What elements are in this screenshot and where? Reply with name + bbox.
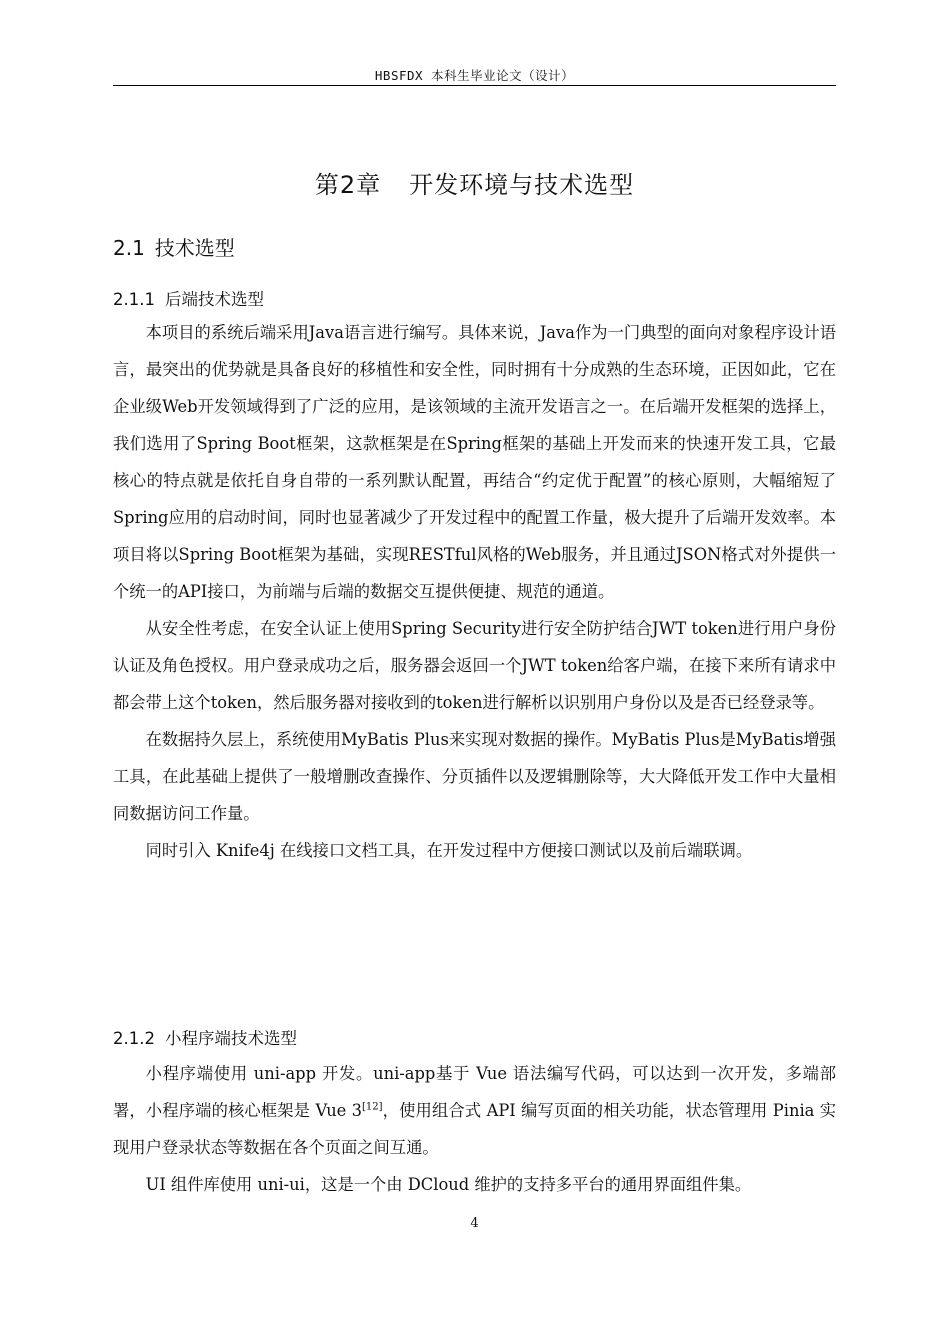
subsection-number: 2.1.1 [113,290,155,309]
paragraph-text: 小程序端使用 uni-app 开发。uni-app基于 Vue 语法编写代码，可以达到一次开发，多端部署，小程序端的核心框架是 Vue 3 [113,1064,836,1120]
paragraph: 在数据持久层上，系统使用MyBatis Plus来实现对数据的操作。MyBatis Plus是MyBatis增强工具，在此基础上提供了一般增删改查操作、分页插件以及逻辑删除等，大大降低开发工作中大量相同数据访问工作量。 [113,730,836,823]
paragraph-text: ，使用组合式 API 编写页面的相关功能，状态管理用 Pinia 实现用户登录状态等数据在各个页面之间互通。 [113,1101,836,1157]
subsection-heading-2-1-1 [113,286,264,310]
paragraph: 从安全性考虑，在安全认证上使用Spring Security进行安全防护结合JWT token进行用户身份认证及角色授权。用户登录成功之后，服务器会返回一个JWT token给客户端，在接下来所有请求中都会带上这个token，然后服务器对接收到的token进行解析以识别用户身份以及是否已经登录等。 [113,619,836,712]
subsection-number: 2.1.2 [113,1029,155,1048]
body-2-1-2 [113,1055,836,1203]
paragraph: 本项目的系统后端采用Java语言进行编写。具体来说，Java作为一门典型的面向对象程序设计语言，最突出的优势就是具备良好的移植性和安全性，同时拥有十分成熟的生态环境，正因如此，它在企业级Web开发领域得到了广泛的应用，是该领域的主流开发语言之一。在后端开发框架的选择上，我们选用了Spring Boot框架，这款框架是在Spring框架的基础上开发而来的快速开发工具，它最核心的特点就是依托自身自带的一系列默认配置，再结合“约定优于配置”的核心原则，大幅缩短了Spring应用的启动时间，同时也显著减少了开发过程中的配置工作量，极大提升了后端开发效率。本项目将以Spring Boot框架为基础，实现RESTful风格的Web服务，并且通过JSON格式对外提供一个统一的API接口，为前端与后端的数据交互提供便捷、规范的通道。 [113,323,837,601]
body-2-1-1 [113,314,836,869]
subsection-heading-2-1-2 [113,1025,297,1049]
paragraph: UI 组件库使用 uni-ui，这是一个由 DCloud 维护的支持多平台的通用界面组件集。 [145,1175,752,1194]
section-heading-2-1 [113,232,235,261]
chapter-number: 第2章 [314,171,382,199]
paragraph: 同时引入 Knife4j 在线接口文档工具，在开发过程中方便接口测试以及前后端联调。 [145,841,753,860]
page-number: 4 [470,1216,479,1231]
chapter-title [113,165,836,200]
paragraph [113,1055,836,1166]
subsection-title: 后端技术选型 [164,290,264,309]
section-number: 2.1 [113,236,145,260]
section-title: 技术选型 [154,236,235,260]
subsection-title: 小程序端技术选型 [164,1029,297,1048]
header-rule [113,85,836,86]
chapter-name: 开发环境与技术选型 [409,171,635,199]
running-header: HBSFDX 本科生毕业论文（设计） [374,68,575,83]
citation-ref: [12] [362,1101,383,1113]
